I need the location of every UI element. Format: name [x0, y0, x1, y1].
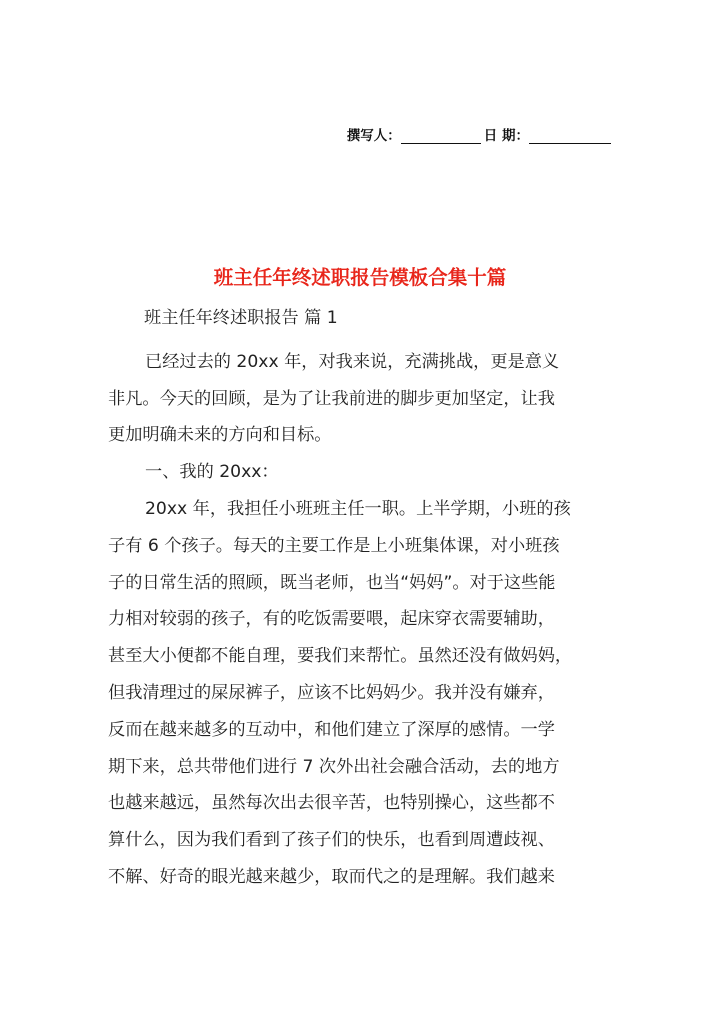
body-line: 力相对较弱的孩子，有的吃饭需要喂，起床穿衣需要辅助， [108, 609, 555, 630]
date-label: 日 期： [483, 128, 529, 144]
body-line: 已经过去的 20xx 年，对我来说，充满挑战，更是意义 [145, 351, 560, 372]
body-line: 也越来越远，虽然每次出去很辛苦，也特别操心，这些都不 [108, 793, 555, 814]
body-line: 20xx 年，我担任小班班主任一职。上半学期，小班的孩 [145, 498, 571, 519]
body-line: 算什么，因为我们看到了孩子们的快乐，也看到周遭歧视、 [108, 830, 555, 851]
date-blank-line [529, 129, 611, 144]
body-line: 不解、好奇的眼光越来越少，取而代之的是理解。我们越来 [108, 866, 555, 887]
body-line: 甚至大小便都不能自理，要我们来帮忙。虽然还没有做妈妈， [108, 646, 573, 667]
body-line: 反而在越来越多的互动中，和他们建立了深厚的感情。一学 [108, 719, 555, 740]
body-line: 非凡。今天的回顾，是为了让我前进的脚步更加坚定，让我 [108, 388, 555, 409]
body-line: 子有 6 个孩子。每天的主要工作是上小班集体课，对小班孩 [108, 535, 560, 556]
body-line: 但我清理过的屎尿裤子，应该不比妈妈少。我并没有嫌弃， [108, 682, 555, 703]
section-heading: 一、我的 20xx： [145, 462, 279, 483]
document-body [108, 300, 613, 896]
body-line: 子的日常生活的照顾，既当老师，也当“妈妈”。对于这些能 [108, 572, 556, 593]
body-line: 期下来，总共带他们进行 7 次外出社会融合活动，去的地方 [108, 756, 560, 777]
body-line: 更加明确未来的方向和目标。 [108, 425, 332, 446]
author-label: 撰写人： [346, 128, 401, 144]
section-subtitle: 班主任年终述职报告 篇 1 [144, 308, 338, 328]
document-title: 班主任年终述职报告模板合集十篇 [213, 266, 507, 289]
header-fields [347, 124, 611, 144]
author-blank-line [401, 129, 481, 144]
